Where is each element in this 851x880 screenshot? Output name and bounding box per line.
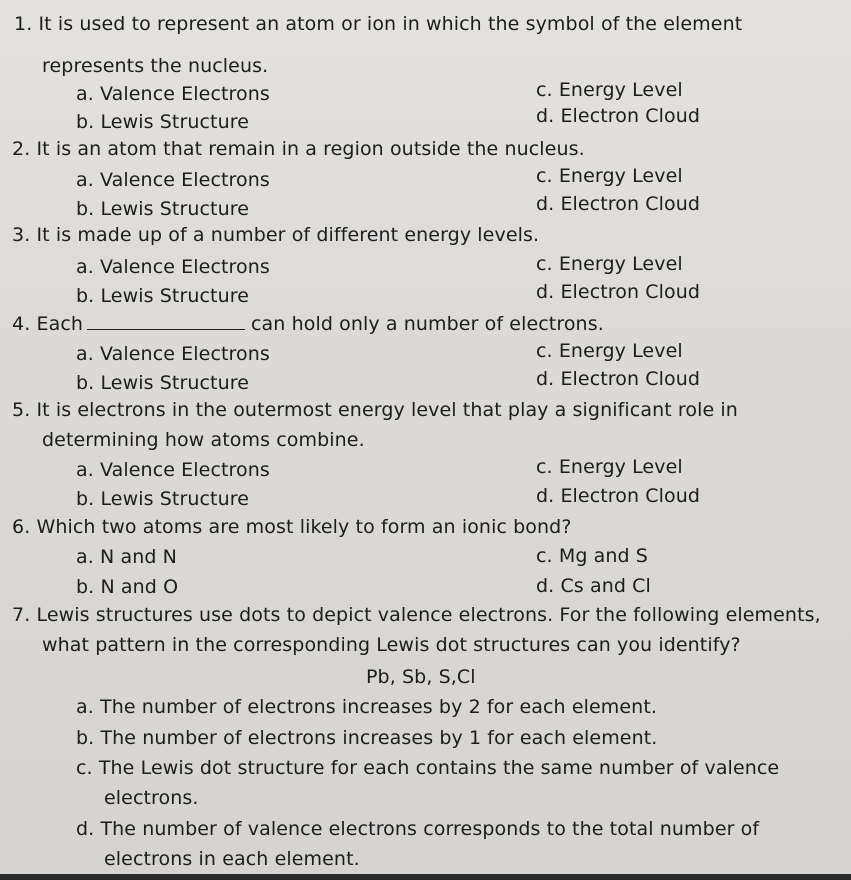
question-7-option-d-continued: electrons in each element. — [104, 848, 360, 870]
question-4-before-blank: Each — [36, 313, 84, 335]
question-1-line-2: represents the nucleus. — [42, 55, 269, 77]
question-2-number: 2. — [12, 138, 31, 160]
question-7-option-c[interactable]: c. The Lewis dot structure for each contains the same number of valence — [76, 757, 780, 779]
question-1-option-b[interactable]: b. Lewis Structure — [76, 111, 250, 133]
question-3-option-c[interactable]: c. Energy Level — [536, 253, 683, 275]
question-5-option-c[interactable]: c. Energy Level — [536, 456, 683, 478]
question-7-option-b[interactable]: b. The number of electrons increases by 1 for each element. — [76, 727, 658, 749]
question-3-line-1: It is made up of a number of different energy levels. — [36, 224, 540, 246]
question-4-option-b[interactable]: b. Lewis Structure — [76, 372, 250, 394]
question-5-line-1: It is electrons in the outermost energy level that play a significant role in — [36, 399, 738, 421]
question-1-option-c[interactable]: c. Energy Level — [536, 79, 683, 101]
question-1-option-a[interactable]: a. Valence Electrons — [76, 83, 270, 105]
question-7-option-c-continued: electrons. — [104, 787, 199, 809]
question-1-number: 1. — [14, 13, 33, 35]
question-5-option-d[interactable]: d. Electron Cloud — [536, 485, 701, 507]
question-2-option-b[interactable]: b. Lewis Structure — [76, 198, 250, 220]
question-4-text — [12, 311, 604, 336]
question-6-option-c[interactable]: c. Mg and S — [536, 545, 648, 567]
question-4-number: 4. — [12, 313, 31, 335]
question-3-option-b[interactable]: b. Lewis Structure — [76, 285, 250, 307]
question-6-option-a[interactable]: a. N and N — [76, 546, 177, 568]
question-3-number: 3. — [12, 224, 31, 246]
question-7-line-2: what pattern in the corresponding Lewis dot structures can you identify? — [42, 634, 741, 656]
question-5-option-b[interactable]: b. Lewis Structure — [76, 488, 250, 510]
question-4-option-a[interactable]: a. Valence Electrons — [76, 343, 270, 365]
question-1-option-d[interactable]: d. Electron Cloud — [536, 105, 701, 127]
question-6-option-d[interactable]: d. Cs and Cl — [536, 575, 651, 597]
question-2-option-d[interactable]: d. Electron Cloud — [536, 193, 701, 215]
question-7-option-a[interactable]: a. The number of electrons increases by 2 for each element. — [76, 696, 658, 718]
question-2-option-a[interactable]: a. Valence Electrons — [76, 169, 270, 191]
question-1-text — [14, 12, 742, 36]
question-7-elements-list: Pb, Sb, S,Cl — [366, 666, 476, 688]
page-bottom-edge — [0, 874, 851, 880]
question-5-option-a[interactable]: a. Valence Electrons — [76, 459, 270, 481]
question-5-text — [12, 398, 738, 422]
question-3-option-d[interactable]: d. Electron Cloud — [536, 281, 701, 303]
question-2-option-c[interactable]: c. Energy Level — [536, 165, 683, 187]
question-5-line-2: determining how atoms combine. — [42, 429, 365, 451]
question-4-option-d[interactable]: d. Electron Cloud — [536, 368, 701, 390]
question-6-option-b[interactable]: b. N and O — [76, 576, 179, 598]
question-2-text — [12, 137, 585, 161]
question-3-option-a[interactable]: a. Valence Electrons — [76, 256, 270, 278]
question-4-option-c[interactable]: c. Energy Level — [536, 340, 683, 362]
question-7-text — [12, 603, 821, 627]
question-5-number: 5. — [12, 399, 31, 421]
question-7-number: 7. — [12, 604, 31, 626]
question-4-after-blank: can hold only a number of electrons. — [251, 313, 604, 335]
question-7-option-d[interactable]: d. The number of valence electrons corresponds to the total number of — [76, 818, 760, 840]
question-2-line-1: It is an atom that remain in a region outside the nucleus. — [36, 138, 585, 160]
question-6-text — [12, 515, 572, 539]
question-7-line-1: Lewis structures use dots to depict valence electrons. For the following elements, — [36, 604, 821, 626]
question-4-answer-blank[interactable] — [87, 311, 245, 330]
question-6-number: 6. — [12, 516, 31, 538]
question-1-line-1: It is used to represent an atom or ion in which the symbol of the element — [38, 13, 743, 35]
question-6-line-1: Which two atoms are most likely to form an ionic bond? — [36, 516, 572, 538]
question-3-text — [12, 223, 539, 247]
